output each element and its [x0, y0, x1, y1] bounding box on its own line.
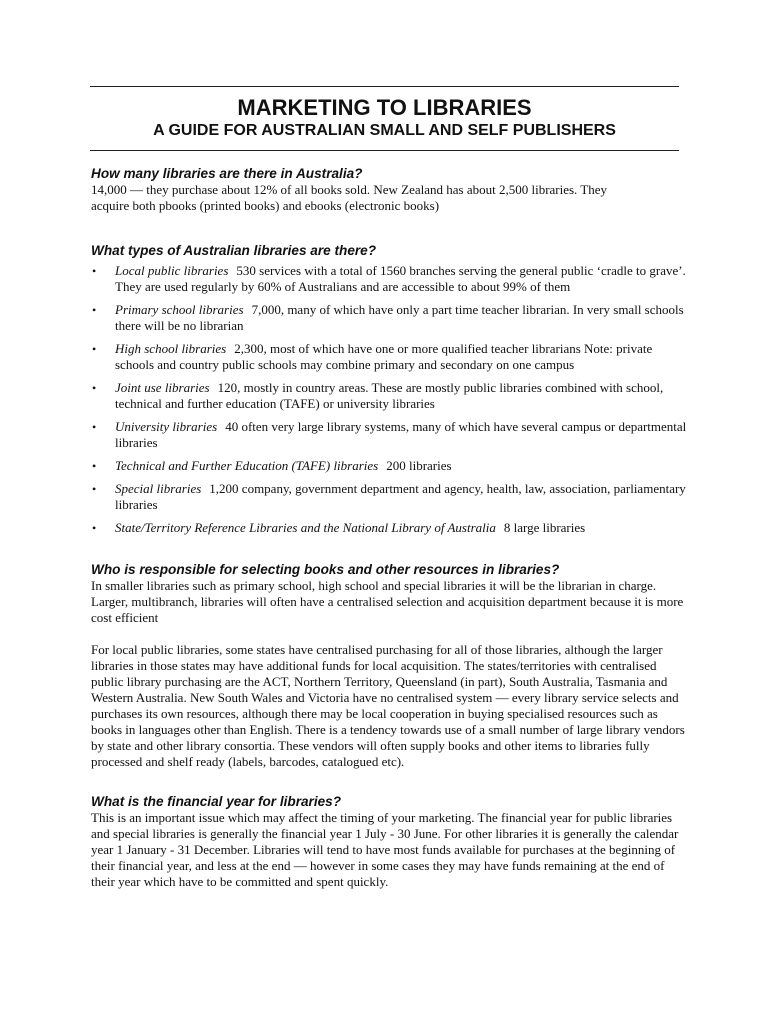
section-types [91, 243, 691, 536]
section-text: 14,000 — they purchase about 12% of all books sold. New Zealand has about 2,500 libraries. They acquire both pbooks (printed books) and ebooks (electronic books) [91, 182, 608, 213]
bullet: • [92, 420, 97, 434]
list-item [91, 302, 691, 334]
top-rule [90, 86, 679, 87]
document-subtitle: A GUIDE FOR AUSTRALIAN SMALL AND SELF PUBLISHERS [153, 122, 616, 139]
section-how-many [91, 166, 691, 214]
bullet: • [92, 303, 97, 317]
section-financial [91, 794, 691, 890]
section-heading: What is the financial year for libraries? [91, 794, 342, 809]
library-type-desc: 2,300, most of which have one or more qualified teacher librarians Note: private schools and country public schools may combine primary and secondary on one campus [115, 341, 653, 372]
list-item [91, 419, 691, 451]
library-type-name: Technical and Further Education (TAFE) libraries [115, 458, 379, 473]
library-type-name: Local public libraries [115, 263, 229, 278]
section-heading: What types of Australian libraries are there? [91, 243, 377, 258]
section-heading: Who is responsible for selecting books and other resources in libraries? [91, 562, 560, 577]
library-type-name: University libraries [115, 419, 218, 434]
section-responsible [91, 562, 691, 770]
list-item [91, 481, 691, 513]
library-type-desc: 530 services with a total of 1560 branches serving the general public ‘cradle to grave’. They are used regularly by 60% of Australians and are accessible to about 99% of them [115, 263, 686, 294]
bullet: • [92, 482, 97, 496]
bullet: • [92, 342, 97, 356]
section-text: For local public libraries, some states have centralised purchasing for all of those libraries, although the larger libraries in those states may have additional funds for local acquisition. The states/territories with centralised public library purchasing are the ACT, Northern Territory, Queensland (in part), South Australia, Tasmania and Western Australia. New South Wales and Victoria have no centralised system — every library service selects and purchases its own resources, although there may be local cooperation in buying specialised resources such as books in languages other than English. There is a tendency towards use of a small number of large library vendors by state and other library consortia. These vendors will often supply books and other items to libraries fully processed and shelf ready (labels, barcodes, catalogued etc). [91, 642, 685, 769]
list-item [91, 380, 691, 412]
bullet: • [92, 459, 97, 473]
section-heading: How many libraries are there in Australia? [91, 166, 363, 181]
library-type-name: State/Territory Reference Libraries and the National Library of Australia [115, 520, 496, 535]
bullet: • [92, 381, 97, 395]
section-text: This is an important issue which may affect the timing of your marketing. The financial year for public libraries and special libraries is generally the financial year 1 July - 30 June. For other libraries it is generally the calendar year 1 January - 31 December. Libraries will tend to have most funds available for purchases at the beginning of their financial year, and less at the end — however in some cases they may have funds remaining at the end of their year which have to be committed and spent quickly. [91, 810, 679, 889]
bullet: • [92, 521, 97, 535]
library-type-desc: 120, mostly in country areas. These are mostly public libraries combined with school, technical and further education (TAFE) or university libraries [115, 380, 664, 411]
list-item [91, 341, 691, 373]
list-item [91, 520, 691, 536]
document-body [91, 166, 691, 890]
list-item [91, 263, 691, 295]
bullet: • [92, 264, 97, 278]
library-type-name: Special libraries [115, 481, 202, 496]
list-item [91, 458, 691, 474]
library-type-desc: 40 often very large library systems, many of which have several campus or departmental libraries [115, 419, 687, 450]
library-type-name: Joint use libraries [115, 380, 210, 395]
library-type-name: High school libraries [115, 341, 227, 356]
library-types-list [91, 263, 691, 536]
bottom-rule [90, 150, 679, 151]
library-type-desc: 200 libraries [386, 458, 452, 473]
section-text: In smaller libraries such as primary school, high school and special libraries it will be the librarian in charge. Larger, multibranch, libraries will often have a centralised selection and acquisition department because it is more cost efficient [91, 578, 684, 625]
library-type-desc: 7,000, many of which have only a part time teacher librarian. In very small schools there will be no librarian [115, 302, 684, 333]
document-title: MARKETING TO LIBRARIES [237, 95, 532, 120]
library-type-name: Primary school libraries [115, 302, 244, 317]
library-type-desc: 1,200 company, government department and agency, health, law, association, parliamentary libraries [115, 481, 686, 512]
library-type-desc: 8 large libraries [503, 520, 586, 535]
